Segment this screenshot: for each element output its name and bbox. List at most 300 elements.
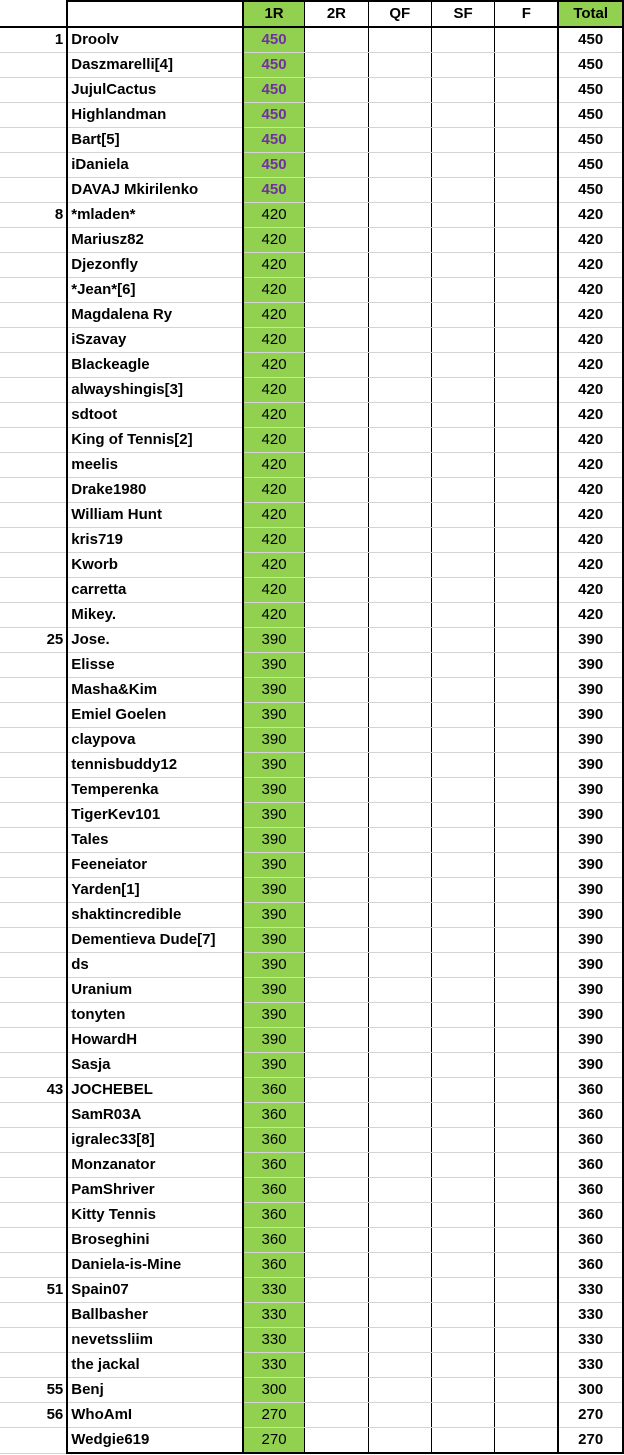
round2-cell[interactable] xyxy=(305,1253,368,1278)
total-score-cell[interactable]: 450 xyxy=(558,153,623,178)
player-name-cell[interactable]: tonyten xyxy=(67,1003,243,1028)
semifinal-cell[interactable] xyxy=(431,928,494,953)
quarterfinal-cell[interactable] xyxy=(368,228,431,253)
player-name-cell[interactable]: Temperenka xyxy=(67,778,243,803)
player-name-cell[interactable]: the jackal xyxy=(67,1353,243,1378)
rank-cell[interactable] xyxy=(0,153,67,178)
round1-score-cell[interactable]: 420 xyxy=(243,453,305,478)
total-score-cell[interactable]: 420 xyxy=(558,228,623,253)
quarterfinal-cell[interactable] xyxy=(368,378,431,403)
total-score-cell[interactable]: 390 xyxy=(558,728,623,753)
rank-cell[interactable] xyxy=(0,228,67,253)
round2-cell[interactable] xyxy=(305,1353,368,1378)
player-name-cell[interactable]: William Hunt xyxy=(67,503,243,528)
semifinal-cell[interactable] xyxy=(431,1253,494,1278)
total-score-cell[interactable]: 330 xyxy=(558,1303,623,1328)
round2-cell[interactable] xyxy=(305,1328,368,1353)
player-name-cell[interactable]: Kworb xyxy=(67,553,243,578)
round2-cell[interactable] xyxy=(305,27,368,53)
player-name-cell[interactable]: iSzavay xyxy=(67,328,243,353)
player-name-cell[interactable]: Spain07 xyxy=(67,1278,243,1303)
header-total[interactable]: Total xyxy=(558,1,623,27)
rank-cell[interactable] xyxy=(0,703,67,728)
total-score-cell[interactable]: 420 xyxy=(558,478,623,503)
rank-cell[interactable]: 1 xyxy=(0,27,67,53)
round1-score-cell[interactable]: 420 xyxy=(243,328,305,353)
rank-cell[interactable] xyxy=(0,1153,67,1178)
player-name-cell[interactable]: meelis xyxy=(67,453,243,478)
total-score-cell[interactable]: 390 xyxy=(558,928,623,953)
semifinal-cell[interactable] xyxy=(431,1203,494,1228)
rank-cell[interactable] xyxy=(0,578,67,603)
rank-cell[interactable] xyxy=(0,828,67,853)
rank-cell[interactable] xyxy=(0,328,67,353)
round2-cell[interactable] xyxy=(305,953,368,978)
total-score-cell[interactable]: 390 xyxy=(558,803,623,828)
total-score-cell[interactable]: 420 xyxy=(558,578,623,603)
round2-cell[interactable] xyxy=(305,1428,368,1454)
round1-score-cell[interactable]: 420 xyxy=(243,353,305,378)
player-name-cell[interactable]: Droolv xyxy=(67,27,243,53)
rank-cell[interactable] xyxy=(0,1353,67,1378)
quarterfinal-cell[interactable] xyxy=(368,153,431,178)
round2-cell[interactable] xyxy=(305,1203,368,1228)
round1-score-cell[interactable]: 390 xyxy=(243,853,305,878)
round1-score-cell[interactable]: 360 xyxy=(243,1078,305,1103)
round1-score-cell[interactable]: 420 xyxy=(243,578,305,603)
round2-cell[interactable] xyxy=(305,428,368,453)
semifinal-cell[interactable] xyxy=(431,203,494,228)
semifinal-cell[interactable] xyxy=(431,1353,494,1378)
semifinal-cell[interactable] xyxy=(431,53,494,78)
final-cell[interactable] xyxy=(495,1328,559,1353)
rank-cell[interactable] xyxy=(0,428,67,453)
player-name-cell[interactable]: Yarden[1] xyxy=(67,878,243,903)
final-cell[interactable] xyxy=(495,1153,559,1178)
round2-cell[interactable] xyxy=(305,1003,368,1028)
total-score-cell[interactable]: 420 xyxy=(558,528,623,553)
quarterfinal-cell[interactable] xyxy=(368,703,431,728)
player-name-cell[interactable]: sdtoot xyxy=(67,403,243,428)
semifinal-cell[interactable] xyxy=(431,978,494,1003)
final-cell[interactable] xyxy=(495,953,559,978)
rank-cell[interactable] xyxy=(0,1303,67,1328)
final-cell[interactable] xyxy=(495,1403,559,1428)
round2-cell[interactable] xyxy=(305,628,368,653)
rank-cell[interactable] xyxy=(0,1328,67,1353)
quarterfinal-cell[interactable] xyxy=(368,1378,431,1403)
round1-score-cell[interactable]: 360 xyxy=(243,1178,305,1203)
quarterfinal-cell[interactable] xyxy=(368,178,431,203)
round2-cell[interactable] xyxy=(305,503,368,528)
final-cell[interactable] xyxy=(495,1253,559,1278)
quarterfinal-cell[interactable] xyxy=(368,1353,431,1378)
semifinal-cell[interactable] xyxy=(431,378,494,403)
rank-cell[interactable] xyxy=(0,1003,67,1028)
round1-score-cell[interactable]: 420 xyxy=(243,603,305,628)
round2-cell[interactable] xyxy=(305,103,368,128)
final-cell[interactable] xyxy=(495,353,559,378)
semifinal-cell[interactable] xyxy=(431,503,494,528)
total-score-cell[interactable]: 360 xyxy=(558,1228,623,1253)
quarterfinal-cell[interactable] xyxy=(368,303,431,328)
quarterfinal-cell[interactable] xyxy=(368,978,431,1003)
player-name-cell[interactable]: iDaniela xyxy=(67,153,243,178)
final-cell[interactable] xyxy=(495,303,559,328)
round1-score-cell[interactable]: 360 xyxy=(243,1228,305,1253)
round2-cell[interactable] xyxy=(305,1378,368,1403)
total-score-cell[interactable]: 420 xyxy=(558,453,623,478)
total-score-cell[interactable]: 390 xyxy=(558,753,623,778)
player-name-cell[interactable]: kris719 xyxy=(67,528,243,553)
rank-cell[interactable]: 25 xyxy=(0,628,67,653)
round1-score-cell[interactable]: 330 xyxy=(243,1278,305,1303)
round1-score-cell[interactable]: 390 xyxy=(243,703,305,728)
semifinal-cell[interactable] xyxy=(431,1428,494,1454)
total-score-cell[interactable]: 390 xyxy=(558,678,623,703)
final-cell[interactable] xyxy=(495,628,559,653)
quarterfinal-cell[interactable] xyxy=(368,203,431,228)
round2-cell[interactable] xyxy=(305,853,368,878)
rank-cell[interactable] xyxy=(0,803,67,828)
semifinal-cell[interactable] xyxy=(431,1078,494,1103)
header-sf[interactable]: SF xyxy=(431,1,494,27)
final-cell[interactable] xyxy=(495,753,559,778)
final-cell[interactable] xyxy=(495,103,559,128)
quarterfinal-cell[interactable] xyxy=(368,27,431,53)
round2-cell[interactable] xyxy=(305,203,368,228)
final-cell[interactable] xyxy=(495,1353,559,1378)
semifinal-cell[interactable] xyxy=(431,578,494,603)
semifinal-cell[interactable] xyxy=(431,178,494,203)
round1-score-cell[interactable]: 390 xyxy=(243,1028,305,1053)
quarterfinal-cell[interactable] xyxy=(368,103,431,128)
semifinal-cell[interactable] xyxy=(431,728,494,753)
quarterfinal-cell[interactable] xyxy=(368,478,431,503)
round2-cell[interactable] xyxy=(305,928,368,953)
rank-cell[interactable] xyxy=(0,1253,67,1278)
quarterfinal-cell[interactable] xyxy=(368,728,431,753)
round2-cell[interactable] xyxy=(305,378,368,403)
round1-score-cell[interactable]: 360 xyxy=(243,1203,305,1228)
semifinal-cell[interactable] xyxy=(431,103,494,128)
player-name-cell[interactable]: Emiel Goelen xyxy=(67,703,243,728)
player-name-cell[interactable]: Kitty Tennis xyxy=(67,1203,243,1228)
rank-cell[interactable] xyxy=(0,653,67,678)
header-2r[interactable]: 2R xyxy=(305,1,368,27)
player-name-cell[interactable]: Broseghini xyxy=(67,1228,243,1253)
round1-score-cell[interactable]: 390 xyxy=(243,678,305,703)
round1-score-cell[interactable]: 420 xyxy=(243,278,305,303)
round2-cell[interactable] xyxy=(305,778,368,803)
round1-score-cell[interactable]: 270 xyxy=(243,1428,305,1454)
quarterfinal-cell[interactable] xyxy=(368,1203,431,1228)
round1-score-cell[interactable]: 330 xyxy=(243,1303,305,1328)
rank-cell[interactable]: 55 xyxy=(0,1378,67,1403)
quarterfinal-cell[interactable] xyxy=(368,353,431,378)
round2-cell[interactable] xyxy=(305,703,368,728)
semifinal-cell[interactable] xyxy=(431,428,494,453)
round2-cell[interactable] xyxy=(305,803,368,828)
final-cell[interactable] xyxy=(495,1378,559,1403)
round2-cell[interactable] xyxy=(305,1128,368,1153)
total-score-cell[interactable]: 450 xyxy=(558,78,623,103)
rank-cell[interactable] xyxy=(0,503,67,528)
final-cell[interactable] xyxy=(495,53,559,78)
player-name-cell[interactable]: Drake1980 xyxy=(67,478,243,503)
player-name-cell[interactable]: Daniela-is-Mine xyxy=(67,1253,243,1278)
round1-score-cell[interactable]: 390 xyxy=(243,628,305,653)
total-score-cell[interactable]: 420 xyxy=(558,403,623,428)
round1-score-cell[interactable]: 420 xyxy=(243,503,305,528)
quarterfinal-cell[interactable] xyxy=(368,753,431,778)
rank-cell[interactable] xyxy=(0,1028,67,1053)
total-score-cell[interactable]: 360 xyxy=(558,1103,623,1128)
semifinal-cell[interactable] xyxy=(431,27,494,53)
player-name-cell[interactable]: Uranium xyxy=(67,978,243,1003)
round2-cell[interactable] xyxy=(305,278,368,303)
total-score-cell[interactable]: 450 xyxy=(558,27,623,53)
round1-score-cell[interactable]: 450 xyxy=(243,153,305,178)
total-score-cell[interactable]: 390 xyxy=(558,1028,623,1053)
round1-score-cell[interactable]: 390 xyxy=(243,1053,305,1078)
semifinal-cell[interactable] xyxy=(431,353,494,378)
player-name-cell[interactable]: Wedgie619 xyxy=(67,1428,243,1454)
player-name-cell[interactable]: Mariusz82 xyxy=(67,228,243,253)
round1-score-cell[interactable]: 360 xyxy=(243,1103,305,1128)
round1-score-cell[interactable]: 450 xyxy=(243,27,305,53)
semifinal-cell[interactable] xyxy=(431,128,494,153)
rank-cell[interactable] xyxy=(0,403,67,428)
semifinal-cell[interactable] xyxy=(431,803,494,828)
rank-cell[interactable]: 8 xyxy=(0,203,67,228)
round1-score-cell[interactable]: 450 xyxy=(243,178,305,203)
player-name-cell[interactable]: Sasja xyxy=(67,1053,243,1078)
quarterfinal-cell[interactable] xyxy=(368,453,431,478)
semifinal-cell[interactable] xyxy=(431,328,494,353)
semifinal-cell[interactable] xyxy=(431,1153,494,1178)
round1-score-cell[interactable]: 330 xyxy=(243,1328,305,1353)
rank-cell[interactable] xyxy=(0,753,67,778)
total-score-cell[interactable]: 420 xyxy=(558,303,623,328)
rank-cell[interactable]: 43 xyxy=(0,1078,67,1103)
player-name-cell[interactable]: tennisbuddy12 xyxy=(67,753,243,778)
player-name-cell[interactable]: *mladen* xyxy=(67,203,243,228)
round1-score-cell[interactable]: 360 xyxy=(243,1153,305,1178)
semifinal-cell[interactable] xyxy=(431,153,494,178)
round2-cell[interactable] xyxy=(305,53,368,78)
final-cell[interactable] xyxy=(495,178,559,203)
rank-cell[interactable] xyxy=(0,553,67,578)
semifinal-cell[interactable] xyxy=(431,1378,494,1403)
total-score-cell[interactable]: 390 xyxy=(558,703,623,728)
round1-score-cell[interactable]: 390 xyxy=(243,903,305,928)
rank-cell[interactable] xyxy=(0,728,67,753)
player-name-cell[interactable]: DAVAJ Mkirilenko xyxy=(67,178,243,203)
round2-cell[interactable] xyxy=(305,153,368,178)
quarterfinal-cell[interactable] xyxy=(368,1028,431,1053)
final-cell[interactable] xyxy=(495,478,559,503)
round2-cell[interactable] xyxy=(305,453,368,478)
quarterfinal-cell[interactable] xyxy=(368,928,431,953)
quarterfinal-cell[interactable] xyxy=(368,128,431,153)
round1-score-cell[interactable]: 450 xyxy=(243,128,305,153)
rank-cell[interactable] xyxy=(0,53,67,78)
semifinal-cell[interactable] xyxy=(431,478,494,503)
player-name-cell[interactable]: Benj xyxy=(67,1378,243,1403)
rank-cell[interactable] xyxy=(0,678,67,703)
player-name-cell[interactable]: Feeneiator xyxy=(67,853,243,878)
quarterfinal-cell[interactable] xyxy=(368,1128,431,1153)
quarterfinal-cell[interactable] xyxy=(368,1403,431,1428)
round1-score-cell[interactable]: 450 xyxy=(243,103,305,128)
round1-score-cell[interactable]: 420 xyxy=(243,528,305,553)
total-score-cell[interactable]: 450 xyxy=(558,128,623,153)
total-score-cell[interactable]: 360 xyxy=(558,1253,623,1278)
final-cell[interactable] xyxy=(495,978,559,1003)
player-name-cell[interactable]: carretta xyxy=(67,578,243,603)
semifinal-cell[interactable] xyxy=(431,553,494,578)
final-cell[interactable] xyxy=(495,1303,559,1328)
final-cell[interactable] xyxy=(495,328,559,353)
round2-cell[interactable] xyxy=(305,1303,368,1328)
final-cell[interactable] xyxy=(495,728,559,753)
final-cell[interactable] xyxy=(495,203,559,228)
quarterfinal-cell[interactable] xyxy=(368,878,431,903)
semifinal-cell[interactable] xyxy=(431,303,494,328)
round1-score-cell[interactable]: 390 xyxy=(243,978,305,1003)
player-name-cell[interactable]: WhoAmI xyxy=(67,1403,243,1428)
player-name-cell[interactable]: Tales xyxy=(67,828,243,853)
player-name-cell[interactable]: Magdalena Ry xyxy=(67,303,243,328)
total-score-cell[interactable]: 360 xyxy=(558,1203,623,1228)
round1-score-cell[interactable]: 390 xyxy=(243,1003,305,1028)
total-score-cell[interactable]: 420 xyxy=(558,353,623,378)
semifinal-cell[interactable] xyxy=(431,603,494,628)
final-cell[interactable] xyxy=(495,503,559,528)
final-cell[interactable] xyxy=(495,1053,559,1078)
rank-cell[interactable] xyxy=(0,478,67,503)
quarterfinal-cell[interactable] xyxy=(368,1278,431,1303)
round1-score-cell[interactable]: 390 xyxy=(243,953,305,978)
round2-cell[interactable] xyxy=(305,553,368,578)
rank-cell[interactable] xyxy=(0,378,67,403)
round2-cell[interactable] xyxy=(305,1403,368,1428)
semifinal-cell[interactable] xyxy=(431,228,494,253)
final-cell[interactable] xyxy=(495,578,559,603)
round2-cell[interactable] xyxy=(305,228,368,253)
final-cell[interactable] xyxy=(495,1103,559,1128)
quarterfinal-cell[interactable] xyxy=(368,628,431,653)
final-cell[interactable] xyxy=(495,153,559,178)
quarterfinal-cell[interactable] xyxy=(368,1178,431,1203)
round2-cell[interactable] xyxy=(305,603,368,628)
final-cell[interactable] xyxy=(495,703,559,728)
rank-cell[interactable] xyxy=(0,453,67,478)
final-cell[interactable] xyxy=(495,678,559,703)
semifinal-cell[interactable] xyxy=(431,1028,494,1053)
round1-score-cell[interactable]: 390 xyxy=(243,878,305,903)
total-score-cell[interactable]: 420 xyxy=(558,328,623,353)
round2-cell[interactable] xyxy=(305,353,368,378)
round1-score-cell[interactable]: 420 xyxy=(243,303,305,328)
final-cell[interactable] xyxy=(495,878,559,903)
rank-cell[interactable] xyxy=(0,1178,67,1203)
quarterfinal-cell[interactable] xyxy=(368,278,431,303)
quarterfinal-cell[interactable] xyxy=(368,253,431,278)
round2-cell[interactable] xyxy=(305,678,368,703)
total-score-cell[interactable]: 390 xyxy=(558,1053,623,1078)
round2-cell[interactable] xyxy=(305,478,368,503)
quarterfinal-cell[interactable] xyxy=(368,1253,431,1278)
quarterfinal-cell[interactable] xyxy=(368,778,431,803)
final-cell[interactable] xyxy=(495,653,559,678)
semifinal-cell[interactable] xyxy=(431,653,494,678)
round2-cell[interactable] xyxy=(305,578,368,603)
player-name-cell[interactable]: Masha&Kim xyxy=(67,678,243,703)
player-name-cell[interactable]: Monzanator xyxy=(67,1153,243,1178)
final-cell[interactable] xyxy=(495,378,559,403)
total-score-cell[interactable]: 330 xyxy=(558,1328,623,1353)
final-cell[interactable] xyxy=(495,778,559,803)
quarterfinal-cell[interactable] xyxy=(368,528,431,553)
quarterfinal-cell[interactable] xyxy=(368,1328,431,1353)
player-name-cell[interactable]: shaktincredible xyxy=(67,903,243,928)
rank-cell[interactable] xyxy=(0,1203,67,1228)
total-score-cell[interactable]: 270 xyxy=(558,1403,623,1428)
player-name-cell[interactable]: Ballbasher xyxy=(67,1303,243,1328)
final-cell[interactable] xyxy=(495,1003,559,1028)
semifinal-cell[interactable] xyxy=(431,1128,494,1153)
round1-score-cell[interactable]: 360 xyxy=(243,1128,305,1153)
total-score-cell[interactable]: 270 xyxy=(558,1428,623,1454)
quarterfinal-cell[interactable] xyxy=(368,903,431,928)
player-name-cell[interactable]: Dementieva Dude[7] xyxy=(67,928,243,953)
total-score-cell[interactable]: 390 xyxy=(558,953,623,978)
player-name-cell[interactable]: JOCHEBEL xyxy=(67,1078,243,1103)
final-cell[interactable] xyxy=(495,1128,559,1153)
header-name-cell[interactable] xyxy=(67,1,243,27)
final-cell[interactable] xyxy=(495,27,559,53)
semifinal-cell[interactable] xyxy=(431,1003,494,1028)
rank-cell[interactable] xyxy=(0,928,67,953)
semifinal-cell[interactable] xyxy=(431,1403,494,1428)
final-cell[interactable] xyxy=(495,903,559,928)
final-cell[interactable] xyxy=(495,1203,559,1228)
final-cell[interactable] xyxy=(495,453,559,478)
rank-cell[interactable] xyxy=(0,1103,67,1128)
quarterfinal-cell[interactable] xyxy=(368,78,431,103)
total-score-cell[interactable]: 420 xyxy=(558,553,623,578)
rank-cell[interactable] xyxy=(0,1428,67,1454)
rank-cell[interactable] xyxy=(0,978,67,1003)
final-cell[interactable] xyxy=(495,253,559,278)
player-name-cell[interactable]: Bart[5] xyxy=(67,128,243,153)
player-name-cell[interactable]: alwayshingis[3] xyxy=(67,378,243,403)
rank-cell[interactable] xyxy=(0,903,67,928)
total-score-cell[interactable]: 360 xyxy=(558,1153,623,1178)
semifinal-cell[interactable] xyxy=(431,1303,494,1328)
round1-score-cell[interactable]: 390 xyxy=(243,653,305,678)
final-cell[interactable] xyxy=(495,278,559,303)
round1-score-cell[interactable]: 420 xyxy=(243,228,305,253)
rank-cell[interactable] xyxy=(0,953,67,978)
semifinal-cell[interactable] xyxy=(431,1103,494,1128)
player-name-cell[interactable]: Djezonfly xyxy=(67,253,243,278)
total-score-cell[interactable]: 390 xyxy=(558,778,623,803)
player-name-cell[interactable]: SamR03A xyxy=(67,1103,243,1128)
semifinal-cell[interactable] xyxy=(431,1278,494,1303)
